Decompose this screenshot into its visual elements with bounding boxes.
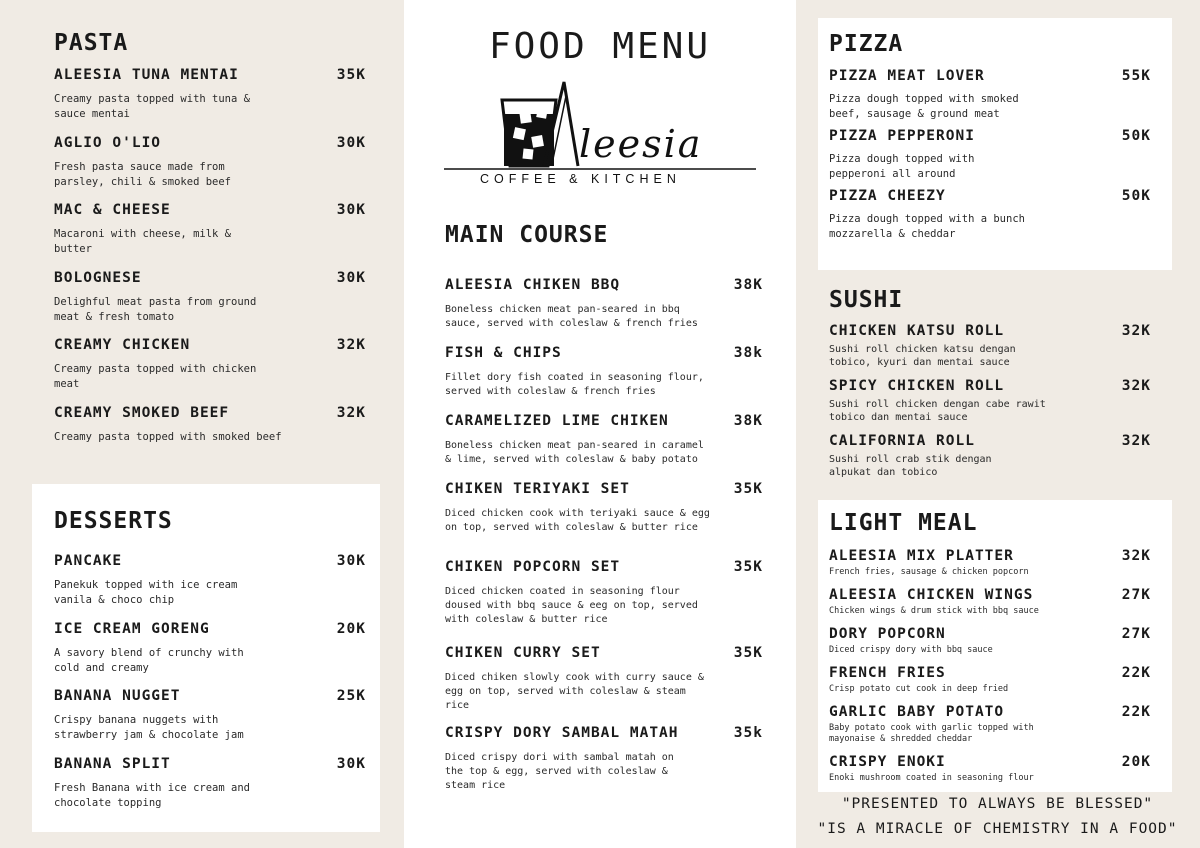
item-description: Enoki mushroom coated in seasoning flour [829, 773, 1034, 783]
item-name: BANANA NUGGET [54, 688, 181, 704]
menu-item [445, 345, 763, 413]
item-name: FRENCH FRIES [829, 665, 946, 681]
item-description: Pizza dough topped with a bunch mozzarella & cheddar [829, 213, 1025, 240]
item-name: SPICY CHICKEN ROLL [829, 378, 1005, 394]
quote: "IS A MIRACLE OF CHEMISTRY IN A FOOD" [817, 821, 1178, 837]
sushi-items [829, 323, 1151, 488]
section-title: LIGHT MEAL [829, 510, 978, 536]
item-price: 27K [1121, 587, 1151, 603]
desserts-section [54, 510, 366, 823]
item-description: A savory blend of crunchy with cold and creamy [54, 646, 244, 674]
pasta-section [54, 32, 366, 472]
item-description: Delighful meat pasta from ground meat & fresh tomato [54, 295, 257, 323]
menu-item [829, 626, 1151, 665]
menu-item [54, 405, 366, 473]
menu-item [829, 128, 1151, 188]
item-name: GARLIC BABY POTATO [829, 704, 1005, 720]
item-price: 38k [733, 345, 763, 361]
item-name: ALEESIA CHIKEN BBQ [445, 277, 621, 293]
menu-item [54, 202, 366, 270]
item-description: Baby potato cook with garlic topped with mayonaise & shredded cheddar [829, 723, 1034, 744]
item-name: BOLOGNESE [54, 269, 142, 286]
item-name: CRISPY ENOKI [829, 754, 946, 770]
item-name: PIZZA MEAT LOVER [829, 68, 985, 84]
item-name: FISH & CHIPS [445, 345, 562, 361]
item-description: Pizza dough topped with pepperoni all around [829, 153, 975, 180]
item-price: 35K [733, 481, 763, 497]
item-price: 55K [1121, 68, 1151, 84]
item-description: Crisp potato cut cook in deep fried [829, 684, 1009, 694]
pizza-items [829, 68, 1151, 248]
item-name: CHIKEN TERIYAKI SET [445, 481, 630, 497]
item-name: BANANA SPLIT [54, 755, 171, 772]
menu-item [829, 548, 1151, 587]
section-title: SUSHI [829, 287, 904, 313]
item-price: 50K [1121, 128, 1151, 144]
menu-item [829, 433, 1151, 488]
pizza-section [829, 33, 1151, 248]
section-title: PASTA [54, 30, 129, 56]
menu-item [54, 135, 366, 203]
menu-item [829, 68, 1151, 128]
main-course-items [445, 277, 763, 795]
item-description: Pizza dough topped with smoked beef, sausage & ground meat [829, 93, 1019, 120]
item-price: 22K [1121, 704, 1151, 720]
item-description: Diced chicken coated in seasoning flour doused with bbq sauce & eeg on top, served with coleslaw & butter rice [445, 586, 698, 625]
brand-name: leesia [579, 122, 703, 166]
item-name: AGLIO O'LIO [54, 134, 162, 151]
menu-item [829, 704, 1151, 754]
item-name: ICE CREAM GORENG [54, 620, 210, 637]
menu-item [54, 688, 366, 756]
light-meal-section [829, 512, 1151, 793]
item-name: CHIKEN POPCORN SET [445, 559, 621, 575]
item-price: 50K [1121, 188, 1151, 204]
item-name: CREAMY SMOKED BEEF [54, 404, 230, 421]
item-description: Sushi roll chicken katsu dengan tobico, kyuri dan mentai sauce [829, 344, 1016, 368]
menu-item [829, 754, 1151, 793]
item-name: CHICKEN KATSU ROLL [829, 323, 1005, 339]
item-price: 20K [336, 620, 366, 637]
section-title: DESSERTS [54, 508, 173, 534]
item-price: 27K [1121, 626, 1151, 642]
menu-item [829, 665, 1151, 704]
item-description: Chicken wings & drum stick with bbq sauce [829, 606, 1039, 616]
item-price: 35K [336, 67, 366, 83]
item-price: 30K [336, 269, 366, 286]
main-course-section [445, 224, 763, 795]
item-name: MAC & CHEESE [54, 202, 171, 218]
item-name: CALIFORNIA ROLL [829, 433, 975, 449]
item-name: PIZZA PEPPERONI [829, 128, 975, 144]
item-price: 35k [733, 725, 763, 741]
item-description: Fillet dory fish coated in seasoning flour, served with coleslaw & french fries [445, 372, 704, 397]
item-name: ALEESIA MIX PLATTER [829, 548, 1014, 564]
item-description: Creamy pasta topped with chicken meat [54, 363, 257, 390]
item-price: 30K [336, 755, 366, 772]
item-price: 30K [336, 134, 366, 151]
page-title: FOOD MENU [488, 26, 712, 67]
item-price: 32K [1121, 323, 1151, 339]
item-description: Panekuk topped with ice cream vanila & choco chip [54, 579, 238, 606]
item-price: 35K [733, 559, 763, 575]
section-title: MAIN COURSE [445, 222, 609, 248]
item-name: CRISPY DORY SAMBAL MATAH [445, 725, 679, 741]
menu-item [829, 323, 1151, 378]
quote: "PRESENTED TO ALWAYS BE BLESSED" [841, 796, 1154, 812]
menu-item [54, 337, 366, 405]
item-price: 32K [1121, 433, 1151, 449]
item-price: 32K [1121, 378, 1151, 394]
item-price: 35K [733, 645, 763, 661]
item-name: CHIKEN CURRY SET [445, 645, 601, 661]
brand-logo [444, 78, 758, 188]
item-price: 22K [1121, 665, 1151, 681]
item-description: Creamy pasta topped with smoked beef [54, 430, 282, 443]
item-price: 38K [733, 413, 763, 429]
menu-item [445, 481, 763, 559]
item-description: Boneless chicken meat pan-seared in bbq sauce, served with coleslaw & french fries [445, 304, 698, 329]
item-description: Diced chiken slowly cook with curry sauce & egg on top, served with coleslaw & steam rice [445, 672, 704, 711]
item-name: ALEESIA CHICKEN WINGS [829, 587, 1034, 603]
menu-item [829, 587, 1151, 626]
item-description: Diced crispy dory with bbq sauce [829, 645, 993, 655]
menu-item [54, 756, 366, 824]
item-price: 20K [1121, 754, 1151, 770]
menu-item [445, 725, 763, 795]
item-name: ALEESIA TUNA MENTAI [54, 67, 239, 83]
menu-item [829, 188, 1151, 248]
item-price: 32K [336, 337, 366, 353]
item-price: 30K [336, 202, 366, 218]
item-name: DORY POPCORN [829, 626, 946, 642]
item-description: Sushi roll chicken dengan cabe rawit tobico dan mentai sauce [829, 399, 1046, 423]
menu-item [54, 621, 366, 689]
pasta-items [54, 67, 366, 472]
menu-item [445, 413, 763, 481]
item-name: CREAMY CHICKEN [54, 337, 191, 353]
item-description: Crispy banana nuggets with strawberry jam & chocolate jam [54, 714, 244, 741]
item-name: PIZZA CHEEZY [829, 188, 946, 204]
item-description: French fries, sausage & chicken popcorn [829, 567, 1029, 577]
item-description: Macaroni with cheese, milk & butter [54, 228, 232, 255]
section-title: PIZZA [829, 31, 904, 57]
item-price: 30K [336, 553, 366, 569]
item-description: Creamy pasta topped with tuna & sauce mentai [54, 93, 250, 120]
desserts-items [54, 553, 366, 823]
item-description: Boneless chicken meat pan-seared in caramel & lime, served with coleslaw & baby potato [445, 440, 704, 465]
item-price: 38K [733, 277, 763, 293]
menu-item [54, 270, 366, 338]
item-description: Fresh pasta sauce made from parsley, chili & smoked beef [54, 160, 232, 188]
item-description: Diced crispy dori with sambal matah on the top & egg, served with coleslaw & steam rice [445, 752, 674, 791]
sushi-section [829, 289, 1151, 488]
menu-item [54, 553, 366, 621]
light-meal-items [829, 548, 1151, 793]
item-name: CARAMELIZED LIME CHIKEN [445, 413, 669, 429]
menu-item [445, 277, 763, 345]
menu-item [445, 559, 763, 645]
brand-tagline: COFFEE & KITCHEN [480, 172, 681, 186]
item-price: 25K [336, 688, 366, 704]
item-description: Fresh Banana with ice cream and chocolate topping [54, 781, 250, 809]
item-description: Sushi roll crab stik dengan alpukat dan tobico [829, 454, 992, 478]
menu-item [445, 645, 763, 725]
menu-item [54, 67, 366, 135]
item-price: 32K [336, 404, 366, 421]
menu-item [829, 378, 1151, 433]
item-name: PANCAKE [54, 553, 123, 569]
item-description: Diced chicken cook with teriyaki sauce & egg on top, served with coleslaw & butter rice [445, 508, 710, 533]
item-price: 32K [1121, 548, 1151, 564]
